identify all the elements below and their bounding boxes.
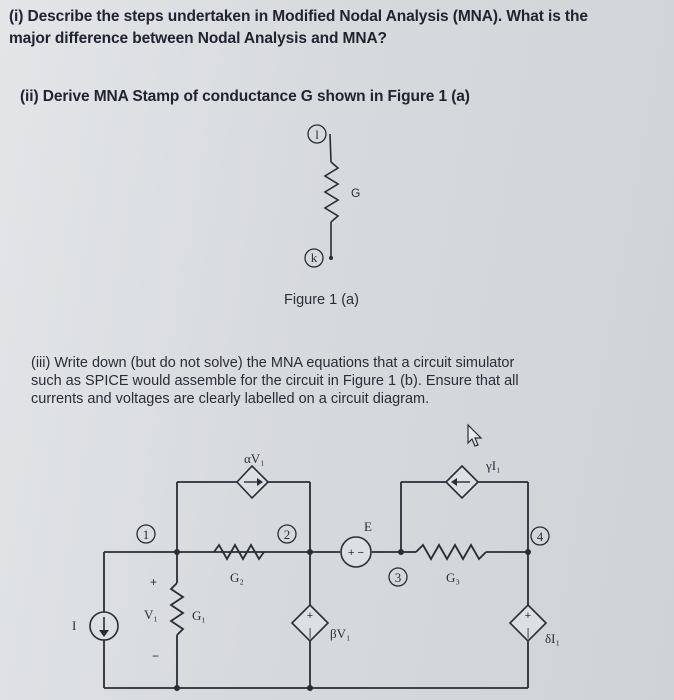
- beta-plus: +: [306, 610, 314, 622]
- V1-minus: −: [152, 649, 160, 663]
- resistor-G1: [171, 583, 183, 635]
- conductance-G-label: G: [351, 186, 361, 200]
- node-2-label: 2: [283, 527, 291, 542]
- source-I-label: I: [72, 618, 77, 633]
- node-1-label: 1: [142, 527, 150, 542]
- node-4-label: 4: [536, 529, 544, 544]
- question-part3-line2: such as SPICE would assemble for the circuit in Figure 1 (b). Ensure that all: [31, 373, 519, 389]
- junction-dot: [174, 549, 180, 555]
- E-polarity: + −: [348, 547, 364, 559]
- G3-label: G₃: [446, 570, 460, 585]
- junction-dot: [307, 685, 313, 691]
- gamma-i1-label: γI₁: [486, 458, 501, 473]
- G2-label: G₂: [230, 570, 244, 585]
- figure-1a-caption: Figure 1 (a): [284, 292, 359, 308]
- alpha-v1-label: αV₁: [244, 451, 265, 466]
- node-l-label: l: [315, 127, 319, 142]
- V1-label: V₁: [144, 607, 158, 622]
- node-3-label: 3: [394, 570, 402, 585]
- V1-plus: +: [150, 575, 158, 589]
- G1-label: G₁: [192, 608, 206, 623]
- question-part1-line1: (i) Describe the steps undertaken in Modified Nodal Analysis (MNA). What is the: [9, 8, 588, 25]
- beta-v1-label: βV₁: [330, 626, 351, 641]
- beta-minus: |: [308, 627, 312, 639]
- node-k-label: k: [310, 250, 318, 265]
- delta-plus: +: [524, 610, 532, 622]
- junction-dot: [525, 549, 531, 555]
- question-part1-line2: major difference between Nodal Analysis and MNA?: [9, 30, 387, 47]
- junction-dot: [174, 685, 180, 691]
- question-part3-line3: currents and voltages are clearly labelled on a circuit diagram.: [31, 391, 430, 407]
- delta-i1-label: δI₁: [545, 631, 560, 646]
- resistor-G3: [416, 545, 486, 559]
- junction-dot: [307, 549, 313, 555]
- junction-dot: [398, 549, 404, 555]
- question-part3-line1: (iii) Write down (but do not solve) the MNA equations that a circuit simulator: [31, 355, 515, 371]
- delta-minus: |: [526, 627, 530, 639]
- source-E-label: E: [364, 519, 372, 534]
- question-part2: (ii) Derive MNA Stamp of conductance G shown in Figure 1 (a): [20, 88, 470, 105]
